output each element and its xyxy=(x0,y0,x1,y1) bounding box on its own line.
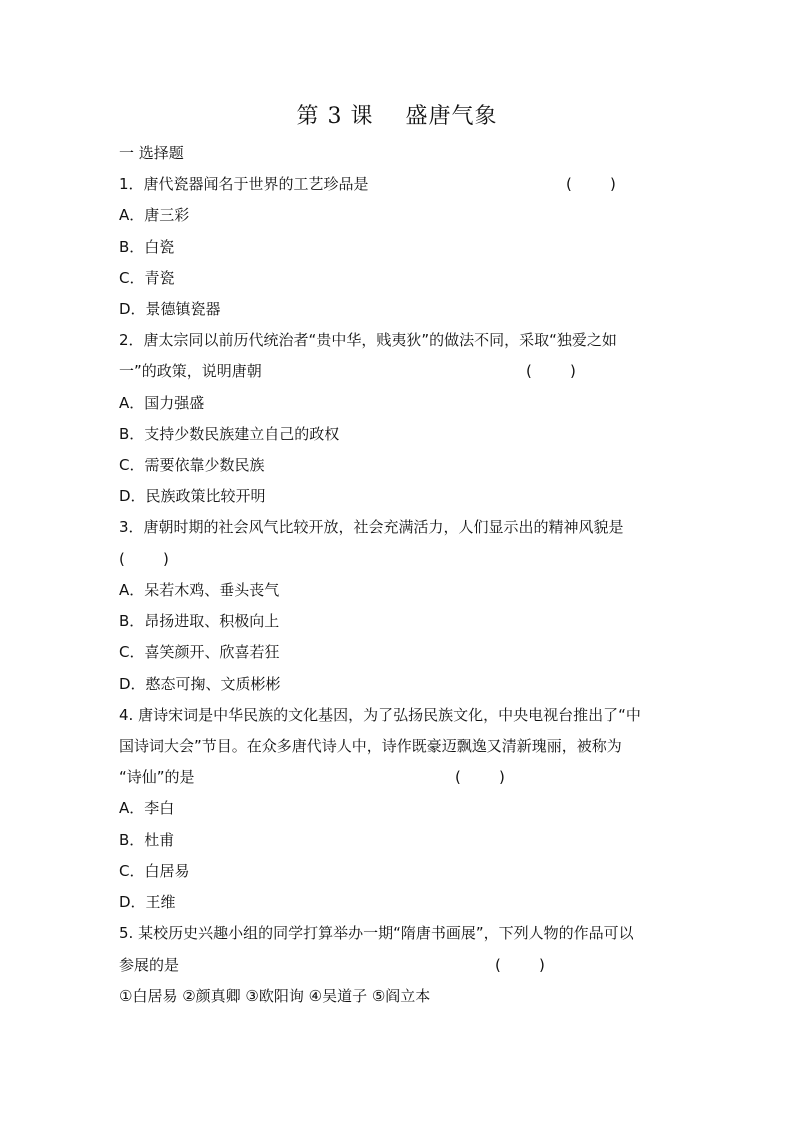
question-1-option-d: D．景德镇瓷器 xyxy=(119,300,221,318)
question-5-choices: ①白居易 ②颜真卿 ③欧阳询 ④吴道子 ⑤阎立本 xyxy=(119,987,431,1005)
question-1-option-a: A．唐三彩 xyxy=(119,206,190,224)
question-4-option-d: D．王维 xyxy=(119,893,176,911)
question-5-answer-blank: ( ) xyxy=(495,956,545,974)
question-4-stem-line-2: 国诗词大会”节目。在众多唐代诗人中，诗作既豪迈飘逸又清新瑰丽，被称为 xyxy=(119,737,622,755)
question-2-option-b: B．支持少数民族建立自己的政权 xyxy=(119,425,340,443)
question-1-option-b: B．白瓷 xyxy=(119,238,175,256)
question-4-option-c: C．白居易 xyxy=(119,862,190,880)
question-3-answer-blank: ( ) xyxy=(119,550,169,568)
question-2-stem-line-1: 2．唐太宗同以前历代统治者“贵中华，贱夷狄”的做法不同，采取“独爱之如 xyxy=(119,331,617,349)
question-3-option-b: B．昂扬进取、积极向上 xyxy=(119,612,280,630)
question-5-stem-line-1: 5. 某校历史兴趣小组的同学打算举办一期“隋唐书画展”，下列人物的作品可以 xyxy=(119,924,634,942)
question-4-stem-line-3: “诗仙”的是 xyxy=(119,768,195,786)
question-1-option-c: C．青瓷 xyxy=(119,269,175,287)
question-3-stem: 3．唐朝时期的社会风气比较开放，社会充满活力，人们显示出的精神风貌是 xyxy=(119,518,624,536)
question-2-option-c: C．需要依靠少数民族 xyxy=(119,456,265,474)
question-2-option-d: D．民族政策比较开明 xyxy=(119,487,266,505)
question-4-answer-blank: ( ) xyxy=(455,768,505,786)
question-2-stem-line-2: 一”的政策，说明唐朝 xyxy=(119,362,262,380)
question-5-stem-line-2: 参展的是 xyxy=(119,956,180,974)
question-3-option-d: D．憨态可掬、文质彬彬 xyxy=(119,675,281,693)
question-3-option-a: A．呆若木鸡、垂头丧气 xyxy=(119,581,280,599)
page-title: 第 3 课 盛唐气象 xyxy=(296,104,498,129)
question-1-stem: 1．唐代瓷器闻名于世界的工艺珍品是 xyxy=(119,175,369,193)
question-2-option-a: A．国力强盛 xyxy=(119,394,205,412)
section-heading: 一 选择题 xyxy=(119,144,184,162)
question-1-answer-blank: ( ) xyxy=(566,175,616,193)
question-3-option-c: C．喜笑颜开、欣喜若狂 xyxy=(119,643,280,661)
question-4-option-b: B．杜甫 xyxy=(119,831,175,849)
question-4-option-a: A．李白 xyxy=(119,799,175,817)
question-2-answer-blank: ( ) xyxy=(526,362,576,380)
question-4-stem-line-1: 4. 唐诗宋词是中华民族的文化基因，为了弘扬民族文化，中央电视台推出了“中 xyxy=(119,706,641,724)
